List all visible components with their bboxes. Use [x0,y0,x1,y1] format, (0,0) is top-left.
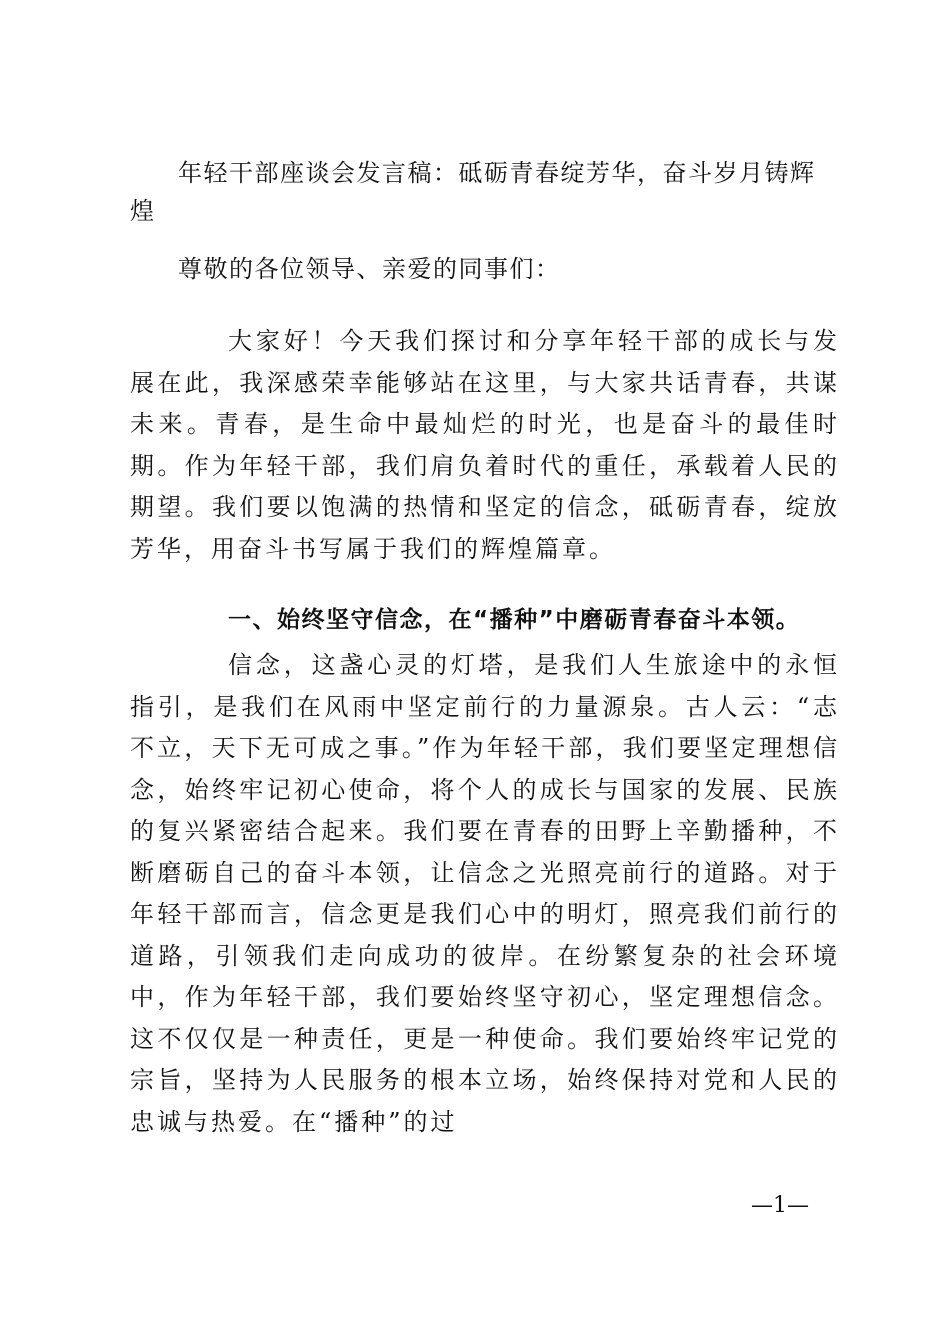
document-title: 年轻干部座谈会发言稿：砥砺青春绽芳华，奋斗岁月铸辉煌 [130,159,816,225]
section-heading-1: 一、始终坚守信念，在“播种”中磨砺青春奋斗本领。 [228,607,801,633]
paragraph-intro: 大家好！今天我们探讨和分享年轻干部的成长与发展在此，我深感荣幸能够站在这里，与大家共话青春，共谋未来。青春，是生命中最灿烂的时光，也是奋斗的最佳时期。作为年轻干部，我们肩负着时代的重任，承载着人民的期望。我们要以饱满的热情和坚定的信念，砥砺青春，绽放芳华，用奋斗书写属于我们的辉煌篇章。 [130,327,840,563]
page-number: —1— [751,1193,809,1218]
paragraph-belief: 信念，这盏心灵的灯塔，是我们人生旅途中的永恒指引，是我们在风雨中坚定前行的力量源泉。古人云：“志不立，天下无可成之事。”作为年轻干部，我们要坚定理想信念，始终牢记初心使命，将个人的成长与国家的发展、民族的复兴紧密结合起来。我们要在青春的田野上辛勤播种，不断磨砺自己的奋斗本领，让信念之光照亮前行的道路。对于年轻干部而言，信念更是我们心中的明灯，照亮我们前行的道路，引领我们走向成功的彼岸。在纷繁复杂的社会环境中，作为年轻干部，我们要始终坚守初心，坚定理想信念。这不仅仅是一种责任，更是一种使命。我们要始终牢记党的宗旨，坚持为人民服务的根本立场，始终保持对党和人民的忠诚与热爱。在“播种”的过 [130,651,840,1136]
greeting: 尊敬的各位领导、亲爱的同事们： [178,255,561,283]
